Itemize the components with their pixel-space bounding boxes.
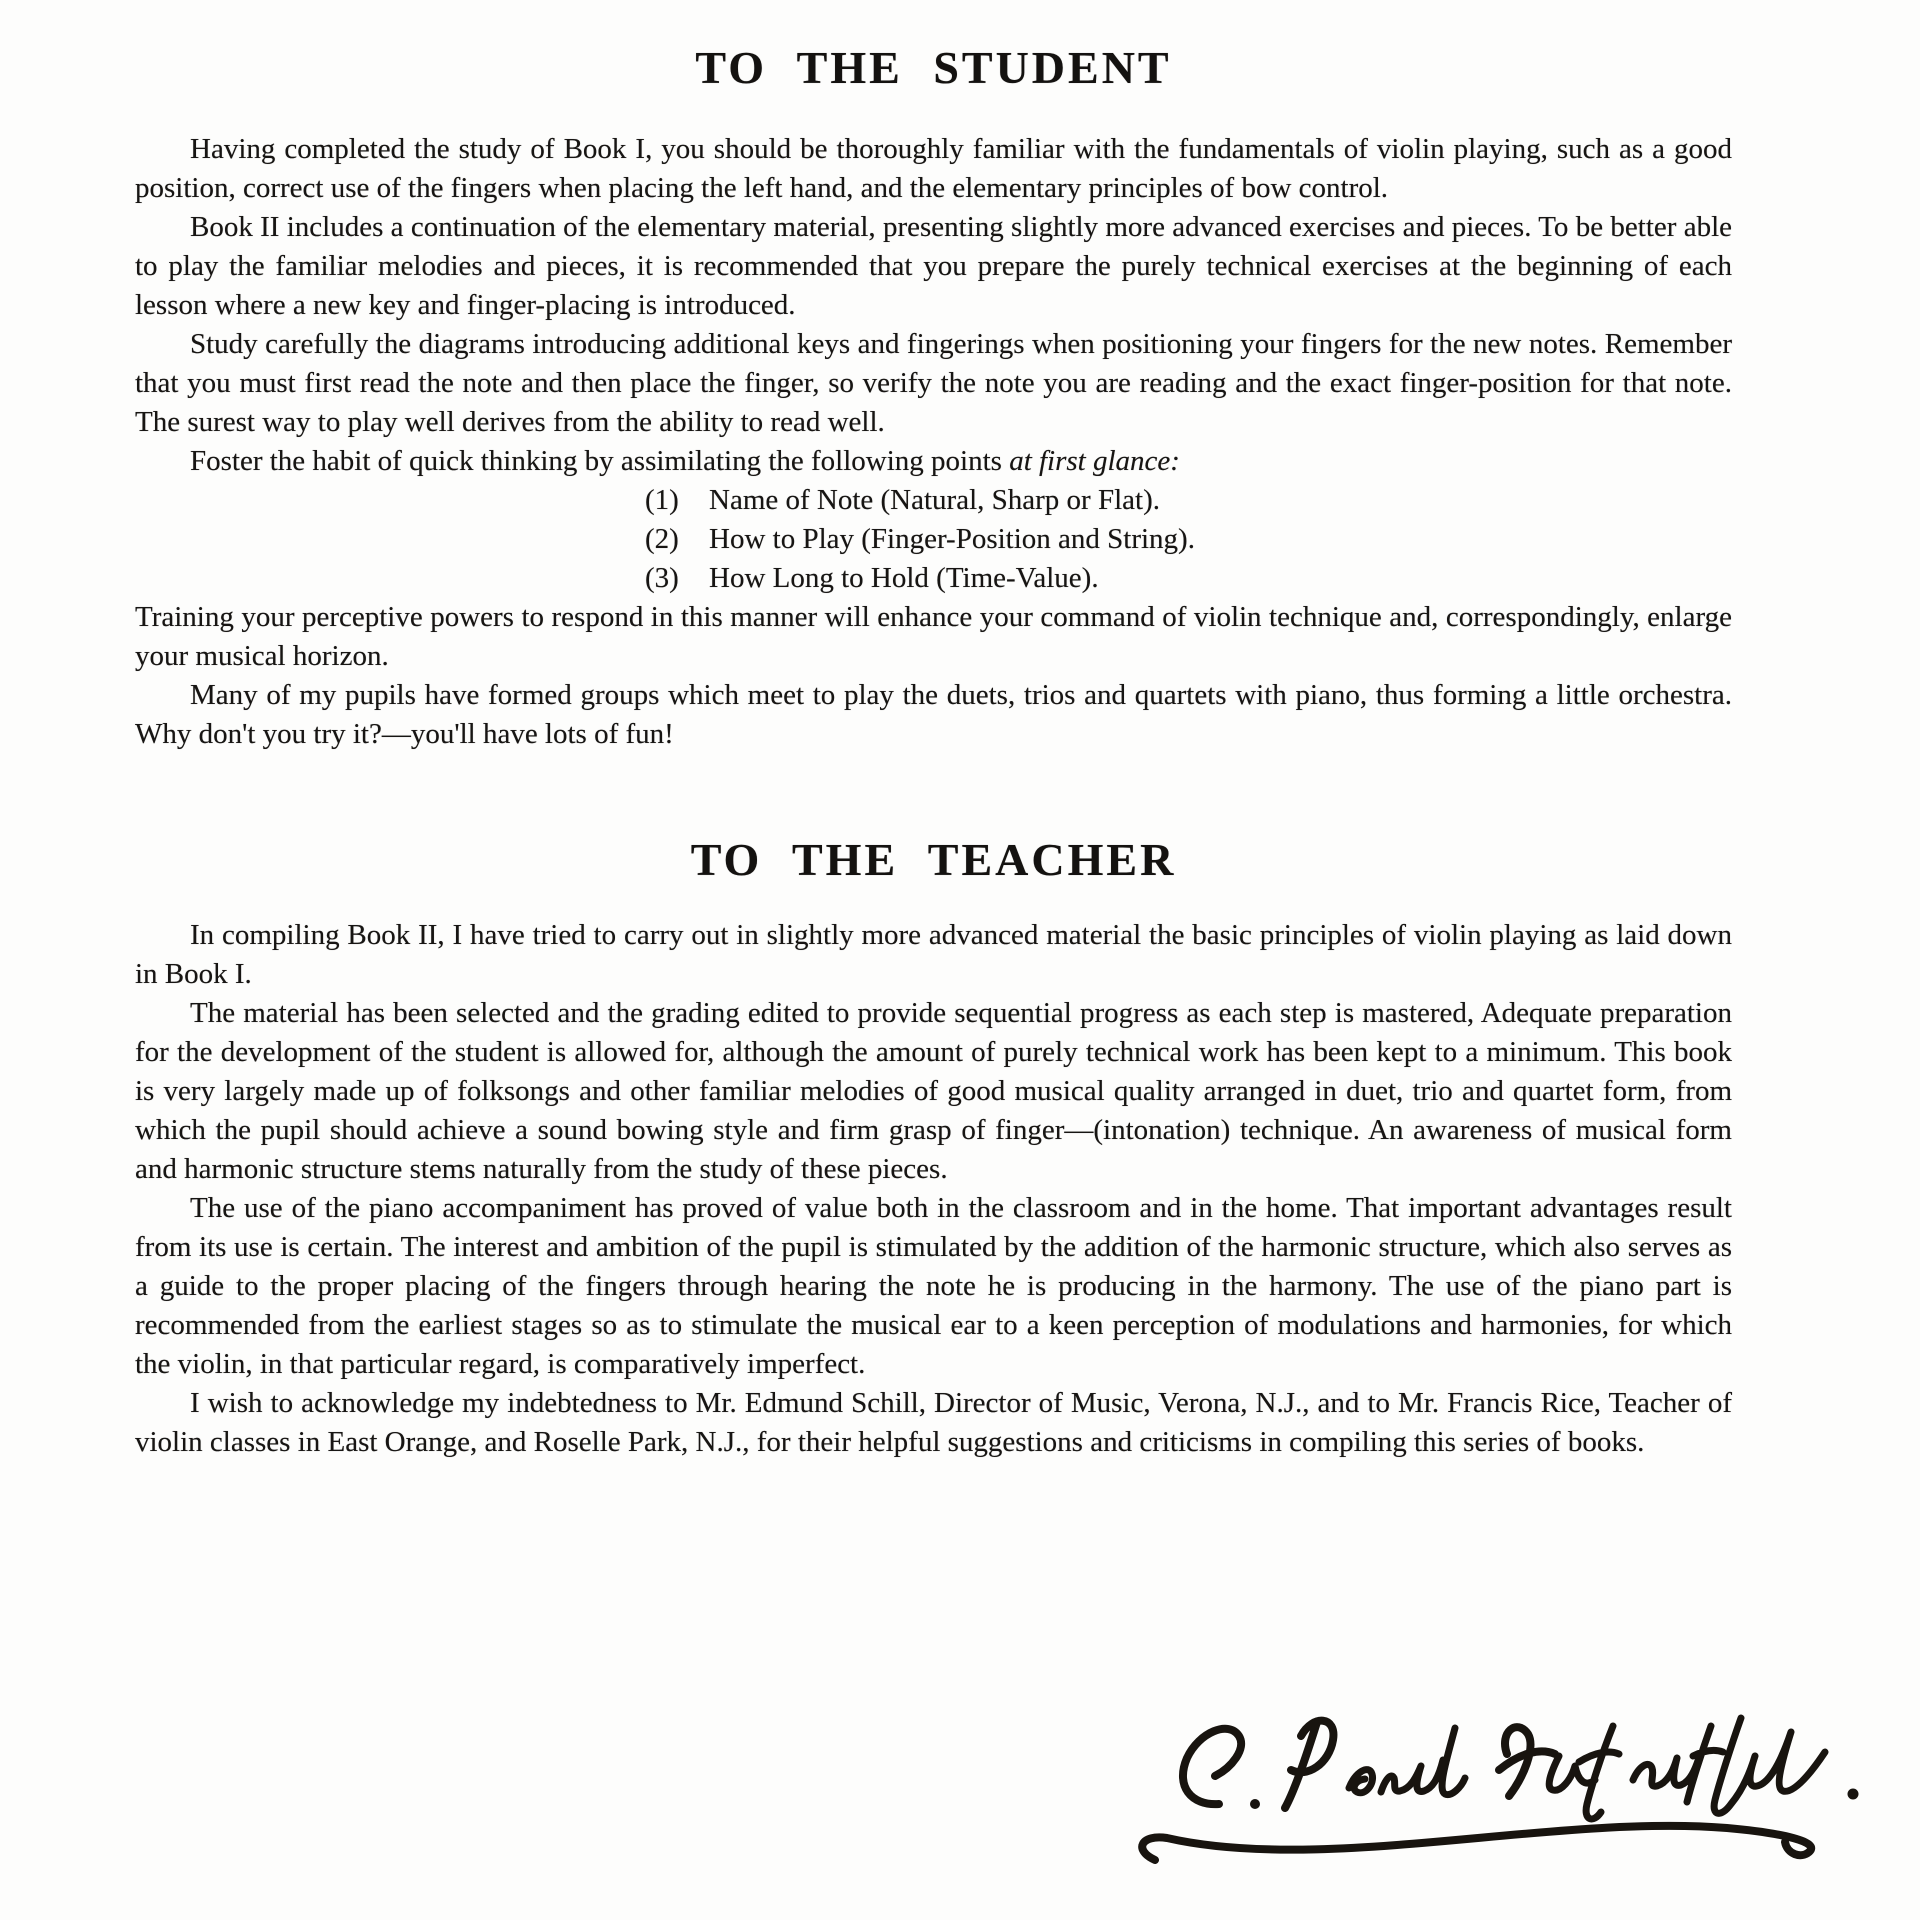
student-paragraph-3: Study carefully the diagrams introducing additional keys and fingerings when positioning your fingers for the new notes. Remember that you must first read the note and then place the finger, so verify the note you are reading and the exact finger-position for that note. The surest way to play well derives from the ability to read well. [135,328,1732,438]
list-item-number: (2) [645,523,679,555]
student-paragraph-5: Many of my pupils have formed groups which meet to play the duets, trios and quartets with piano, thus forming a little orchestra. Why don't you try it?—you'll have lots of fun! [135,679,1732,750]
student-paragraph-2: Book II includes a continuation of the elementary material, presenting slightly more advanced exercises and pieces. To be better able to play the familiar melodies and pieces, it is recommended that you prepare the purely technical exercises at the beginning of each lesson where a new key and finger-placing is introduced. [135,211,1732,321]
list-item-text: How Long to Hold (Time-Value). [709,562,1099,594]
list-item-number: (3) [645,562,679,594]
list-item [645,481,1732,520]
foster-habit-line [135,442,1732,481]
student-paragraph-1: Having completed the study of Book I, you should be thoroughly familiar with the fundamentals of violin playing, such as a good position, correct use of the fingers when placing the left hand, and the elementary principles of bow control. [135,133,1732,204]
author-signature [1115,1692,1890,1887]
list-item-number: (1) [645,484,679,516]
student-section-heading: TO THE STUDENT [695,42,1172,93]
teacher-paragraph-2: The material has been selected and the grading edited to provide sequential progress as each step is mastered, Adequate preparation for the development of the student is allowed for, although the amount of purely technical work has been kept to a minimum. This book is very largely made up of folksongs and other familiar melodies of good musical quality arranged in duet, trio and quartet form, from which the pupil should achieve a sound bowing style and firm grasp of finger—(intonation) technique. An awareness of musical form and harmonic structure stems naturally from the study of these pieces. [135,997,1732,1185]
at-first-glance-italic: at first glance: [1009,445,1180,477]
student-paragraph-4: Training your perceptive powers to respond in this manner will enhance your command of violin technique and, correspondingly, enlarge your musical horizon. [135,601,1732,672]
list-item [645,559,1732,598]
signature-image [1115,1692,1890,1887]
list-item-text: Name of Note (Natural, Sharp or Flat). [709,484,1160,516]
teacher-paragraph-3: The use of the piano accompaniment has proved of value both in the classroom and in the home. That important advantages result from its use is certain. The interest and ambition of the pupil is stimulated by the addition of the harmonic structure, which also serves as a guide to the proper placing of the fingers through hearing the note he is producing in the harmony. The use of the piano part is recommended from the earliest stages so as to stimulate the musical ear to a keen perception of modulations and harmonies, for which the violin, in that particular regard, is comparatively imperfect. [135,1192,1732,1380]
list-item-text: How to Play (Finger-Position and String). [709,523,1195,555]
teacher-paragraph-1: In compiling Book II, I have tried to carry out in slightly more advanced material the basic principles of violin playing as laid down in Book I. [135,919,1732,990]
teacher-paragraph-4: I wish to acknowledge my indebtedness to Mr. Edmund Schill, Director of Music, Verona, N.J., and to Mr. Francis Rice, Teacher of violin classes in East Orange, and Roselle Park, N.J., for their helpful suggestions and criticisms in compiling this series of books. [135,1387,1732,1458]
teacher-section-heading: TO THE TEACHER [690,834,1177,885]
list-item [645,520,1732,559]
foster-habit-text: Foster the habit of quick thinking by assimilating the following points [190,445,1010,477]
quick-thinking-list [645,481,1732,598]
